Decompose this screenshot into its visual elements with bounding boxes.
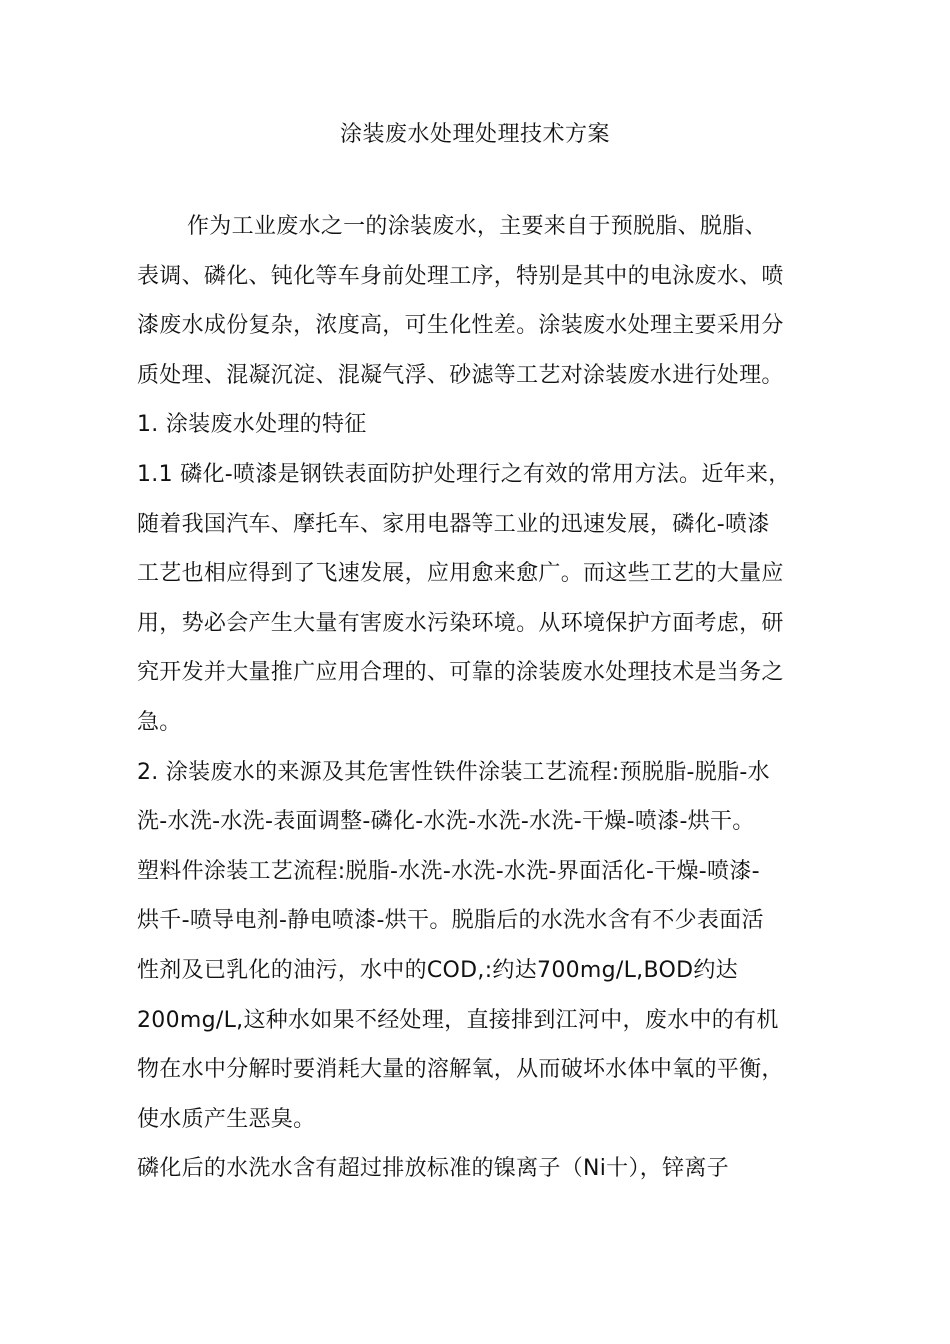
paragraph-line: 质处理、混凝沉淀、混凝气浮、砂滤等工艺对涂装废水进行处理。: [137, 362, 784, 388]
paragraph-line: 烘千-喷导电剂-静电喷漆-烘干。脱脂后的水洗水含有不少表面活: [137, 908, 764, 934]
paragraph-line: 物在水中分解时要消耗大量的溶解氧，从而破坏水体中氧的平衡，: [137, 1057, 784, 1083]
paragraph-line: 塑料件涂装工艺流程:脱脂-水洗-水洗-水洗-界面活化-干燥-喷漆-: [137, 858, 760, 884]
paragraph-line: 洗-水洗-水洗-表面调整-磷化-水洗-水洗-水洗-干燥-喷漆-烘干。: [137, 809, 755, 835]
paragraph-line: 性剂及已乳化的油污，水中的COD,:约达700mg/L,BOD约达: [137, 957, 738, 983]
paragraph-line: 磷化后的水洗水含有超过排放标准的镍离子（Ni十），锌离子: [137, 1156, 729, 1182]
paragraph-line: 使水质产生恶臭。: [137, 1106, 316, 1132]
paragraph-line: 急。: [137, 709, 182, 735]
paragraph-line: 随着我国汽车、摩托车、家用电器等工业的迅速发展，磷化-喷漆: [137, 511, 770, 537]
paragraph-line: 究开发并大量推广应用合理的、可靠的涂装废水处理技术是当务之: [137, 660, 784, 686]
section-heading-2: 2. 涂装废水的来源及其危害性铁件涂装工艺流程:预脱脂-脱脂-水: [137, 759, 770, 785]
document-title: 涂装废水处理处理技术方案: [339, 122, 610, 147]
paragraph-line: 漆废水成份复杂，浓度高，可生化性差。涂装废水处理主要采用分: [137, 313, 784, 339]
section-heading-1: 1. 涂装废水处理的特征: [137, 412, 367, 438]
paragraph-line: 200mg/L,这种水如果不经处理，直接排到江河中，废水中的有机: [137, 1007, 779, 1033]
document-body: [137, 202, 827, 1194]
paragraph-line: 作为工业废水之一的涂装废水，主要来自于预脱脂、脱脂、: [187, 214, 767, 239]
paragraph-line: 工艺也相应得到了飞速发展，应用愈来愈广。而这些工艺的大量应: [137, 561, 784, 587]
paragraph-line: 表调、磷化、钝化等车身前处理工序，特别是其中的电泳废水、喷: [137, 263, 784, 289]
paragraph-line: 用，势必会产生大量有害废水污染环境。从环境保护方面考虑，研: [137, 610, 784, 636]
paragraph-line: 1.1 磷化-喷漆是钢铁表面防护处理行之有效的常用方法。近年来，: [137, 461, 791, 487]
